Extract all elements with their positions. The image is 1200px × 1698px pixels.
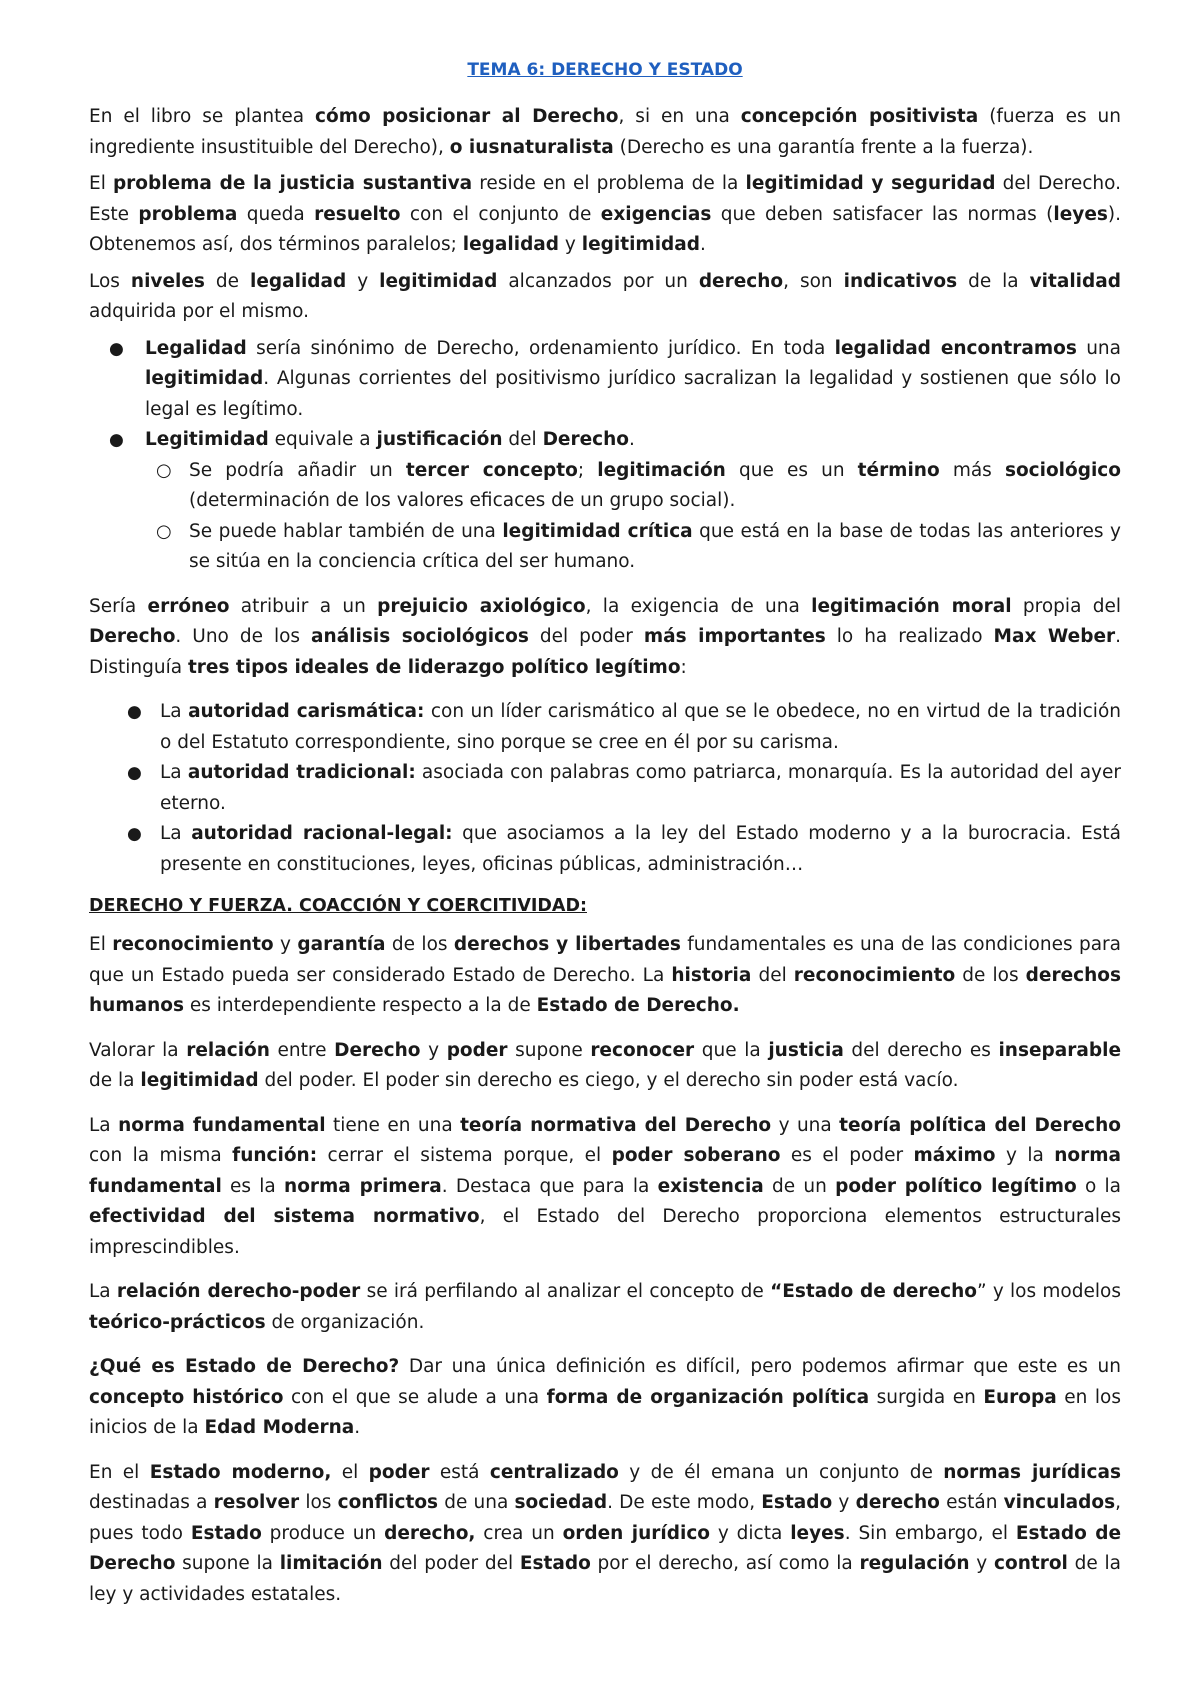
bold-text: Estado moderno, [149,1461,332,1483]
text-run: y la [995,1145,1055,1166]
text-run: ” y los modelos [976,1281,1121,1302]
bold-text: Estado [519,1553,591,1574]
text-run: cerrar el sistema porque, el [317,1145,612,1166]
legitimidad-sublist [145,456,1121,578]
bold-text: centralizado [489,1461,619,1483]
bold-text: norma fundamental [89,1145,1121,1197]
bold-text: Estado de Derecho [89,1522,1121,1574]
paragraph-justicia [89,169,1121,261]
bold-text: erróneo [147,595,230,617]
text-run: Se puede hablar también de una [189,520,503,542]
text-run: Sería [89,595,148,617]
text-run: y una [771,1114,840,1136]
bold-text: limitación [279,1553,383,1574]
text-run: , son [783,270,844,292]
bold-text: legitimidad [581,234,701,255]
text-run: o la [1076,1175,1122,1197]
text-run: La [89,1114,119,1136]
text-run: tiene en una [325,1114,461,1136]
text-run: . Sin embargo, el [844,1522,1016,1544]
text-run: Se podría añadir un [189,459,406,481]
text-run: del [751,964,794,986]
bold-text: Max Weber [993,626,1116,647]
text-run: , pues todo [89,1492,1121,1544]
bold-text: derecho [855,1492,940,1513]
text-run: de una [438,1492,515,1513]
text-run: de un [763,1175,836,1197]
bold-text: justicia [768,1039,844,1061]
text-run: de los [385,934,454,955]
text-run: y dicta [710,1522,791,1544]
text-run: Los [89,270,131,292]
text-run: con un líder carismático al que se le obedece, no en virtud de la tradición o del Estatuto correspondiente, sino porque se cree en él por su carisma. [160,701,1121,753]
bold-text: reconocimiento [112,934,274,955]
document-title: TEMA 6: DERECHO Y ESTADO [467,60,743,80]
text-run: del poder del [382,1553,520,1574]
bold-text: Legalidad [145,337,247,359]
text-run: adquirida por el mismo. [89,301,310,322]
text-run: que está en la base de todas las anteriores y se sitúa en la conciencia crítica del ser humano. [189,520,1121,572]
bold-text: Europa [983,1386,1057,1408]
bold-text: legitimidad [145,368,264,389]
bold-text: legitimidad crítica [502,520,693,542]
bold-text: poder [446,1039,508,1061]
text-run: una [1076,337,1121,359]
text-run: que asociamos a la ley del Estado moderno y a la burocracia. Está presente en constituciones, leyes, oficinas públicas, administración… [160,823,1121,875]
bold-text: orden jurídico [562,1522,711,1544]
text-run: y [346,270,380,292]
text-run: entre [269,1039,335,1061]
bold-text: conflictos [337,1492,439,1513]
text-run: surgida en [869,1386,984,1408]
paragraph-reconocimiento [89,930,1121,1022]
text-run: . [629,429,635,450]
text-run: y [273,934,298,955]
bold-text: norma primera [284,1175,442,1197]
text-run: queda [237,203,315,225]
text-run: El [89,934,113,955]
bold-text: vinculados [1003,1492,1116,1513]
bold-text: reconocimiento [793,964,956,986]
bold-text: sociológico [1004,459,1121,481]
text-run: del derecho es [843,1039,999,1061]
bold-text: legitimación moral [811,595,1012,617]
bold-text: relación [186,1039,270,1061]
bold-text: historia [671,964,752,986]
text-run: y de él emana un conjunto de [618,1461,944,1483]
bold-text: tres tipos ideales de liderazgo político legítimo [187,656,681,678]
text-run: El [89,173,113,194]
bold-text: reconocer [590,1039,695,1061]
text-run: , el Estado del Derecho proporciona elementos estructurales imprescindibles. [89,1206,1121,1258]
text-run: (fuerza es un ingrediente insustituible del Derecho), [89,106,1121,158]
text-run: (Derecho es una garantía frente a la fuerza). [613,136,1034,158]
bold-text: exigencias [600,203,712,225]
bold-text: problema de la justicia sustantiva [112,173,473,194]
bold-text: legalidad [462,234,560,255]
text-run: y [832,1492,856,1513]
text-run: . Uno de los [175,626,312,647]
text-run: de la [89,1070,141,1091]
document-page [89,60,1121,1616]
text-run: alcanzados por un [497,270,699,292]
bold-text: poder [368,1461,430,1483]
bold-text: concepción positivista [740,106,979,127]
paragraph-estado-moderno [89,1458,1121,1611]
text-run: La [89,1281,117,1302]
bold-text: legitimación [597,459,726,481]
text-run: del [502,429,543,450]
paragraph-relacion [89,1277,1121,1338]
bold-text: “Estado de derecho [770,1281,977,1302]
bold-text: Derecho [542,429,629,450]
bold-text: resuelto [314,203,401,225]
text-run: del poder. El poder sin derecho es ciego, y el derecho sin poder está vacío. [258,1070,959,1091]
text-run: más [939,459,1005,481]
bold-text: regulación [859,1553,970,1574]
text-run: del Derecho. Este [89,173,1121,225]
text-run: destinadas a [89,1492,214,1513]
bold-text: poder político legítimo [835,1175,1077,1197]
text-run: La [160,823,192,844]
bold-text: tercer concepto [405,459,578,481]
text-run: es el poder [780,1145,914,1166]
text-run: que la [694,1039,769,1061]
list-item-legalidad [145,334,1121,426]
text-run: atribuir a un [229,595,378,617]
bold-text: autoridad tradicional: [187,762,416,783]
text-run: supone [507,1039,591,1061]
bold-text: término [857,459,940,481]
bold-text: autoridad racional-legal: [191,823,453,844]
text-run: En el [89,1461,150,1483]
bold-text: derechos humanos [89,964,1121,1016]
bold-text: justificación [376,429,503,450]
bold-text: función: [232,1145,318,1166]
text-run: con la misma [89,1145,233,1166]
text-run: está [429,1461,490,1483]
bold-text: ¿Qué es Estado de Derecho? [89,1356,400,1377]
sublist-item-legitimidad-critica [189,517,1121,578]
list-item-autoridad-tradicional [160,758,1121,819]
text-run: con el que se alude a una [283,1386,547,1408]
bold-text: inseparable [998,1039,1121,1061]
text-run: . De este modo, [607,1492,762,1513]
weber-authority-list [89,697,1121,880]
text-run: . Destaca que para la [441,1175,658,1197]
text-run: lo ha realizado [825,626,994,647]
text-run: los [299,1492,338,1513]
text-run: de [204,270,250,292]
paragraph-weber [89,592,1121,684]
text-run: propia del [1011,595,1121,617]
list-item-legitimidad-text [145,429,635,450]
text-run: y [559,234,582,255]
bold-text: teoría normativa del Derecho [460,1114,772,1136]
paragraph-norma-fundamental [89,1111,1121,1264]
text-run: ). Obtenemos así, dos términos paralelos; [89,203,1122,255]
bold-text: sociedad [514,1492,608,1513]
paragraph-que-es-estado [89,1352,1121,1444]
bold-text: efectividad del sistema normativo [89,1206,480,1227]
text-run: crea un [475,1522,563,1544]
text-run: (determinación de los valores eficaces de un grupo social). [189,490,736,511]
text-run: de organización. [265,1311,425,1333]
text-run: , si en una [618,106,741,127]
text-run: que es un [725,459,858,481]
text-run: , la exigencia de una [585,595,812,617]
text-run: produce un [261,1522,385,1544]
bold-text: leyes [790,1522,845,1544]
bold-text: legalidad [249,270,347,292]
bold-text: forma de organización política [546,1386,870,1408]
bold-text: poder soberano [611,1145,781,1166]
bold-text: control [994,1553,1068,1574]
bold-text: Derecho [334,1039,421,1061]
bold-text: Estado de Derecho. [536,995,740,1016]
text-run: supone la [175,1553,280,1574]
bold-text: derecho, [384,1522,476,1544]
bold-text: teórico-prácticos [89,1311,266,1333]
text-run: por el derecho, así como la [590,1553,860,1574]
text-run: La [160,762,188,783]
bold-text: garantía [297,934,386,955]
bold-text: máximo [913,1145,996,1166]
list-item-autoridad-racional-legal [160,819,1121,880]
bold-text: existencia [657,1175,764,1197]
paragraph-intro [89,102,1121,163]
bold-text: derecho [698,270,784,292]
text-run: : [680,656,687,678]
text-run: fundamentales es una de las condiciones para que un Estado pueda ser considerado Estado de Derecho. La [89,934,1121,986]
text-run: La [160,701,189,722]
bold-text: indicativos [843,270,958,292]
text-run: ; [577,459,598,481]
bold-text: autoridad carismática: [188,701,425,722]
bold-text: legitimidad [379,270,498,292]
bold-text: resolver [213,1492,300,1513]
text-run: con el conjunto de [400,203,601,225]
bold-text: teoría política del Derecho [839,1114,1121,1136]
text-run: y [420,1039,447,1061]
text-run: del poder [528,626,644,647]
paragraph-derecho-poder [89,1036,1121,1097]
bold-text: leyes [1053,203,1108,225]
text-run: se irá perfilando al analizar el concepto de [360,1281,771,1302]
text-run: están [939,1492,1004,1513]
text-run: en los inicios de la [89,1386,1121,1438]
sublist-item-legitimacion [189,456,1121,517]
bold-text: Estado [190,1522,262,1544]
text-run: es interdependiente respecto a la de [184,995,537,1016]
bold-text: análisis sociológicos [311,626,529,647]
text-run: asociada con palabras como patriarca, monarquía. Es la autoridad del ayer eterno. [160,762,1121,814]
bold-text: legalidad encontramos [834,337,1077,359]
text-run: el [331,1461,369,1483]
text-run: y [969,1553,995,1574]
list-item-autoridad-carismatica [160,697,1121,758]
text-run: . Algunas corrientes del positivismo jurídico sacralizan la legalidad y sostienen que sólo lo legal es legítimo. [145,368,1121,420]
bold-text: relación derecho-poder [116,1281,361,1302]
bold-text: más importantes [643,626,826,647]
bold-text: Estado [761,1492,833,1513]
bold-text: Derecho [89,626,176,647]
text-run: de la [957,270,1030,292]
bold-text: normas jurídicas [943,1461,1121,1483]
text-run: equivale a [268,429,377,450]
bold-text: Edad Moderna [204,1417,355,1438]
text-run: . [354,1417,361,1438]
text-run: sería sinónimo de Derecho, ordenamiento jurídico. En toda [246,337,835,359]
bold-text: norma fundamental [118,1114,326,1136]
bold-text: derechos y libertades [453,934,681,955]
bold-text: Legitimidad [145,429,269,450]
text-run: Dar una única definición es difícil, pero podemos afirmar que este es un [399,1356,1121,1377]
text-run: . [700,234,706,255]
bold-text: cómo posicionar al Derecho [315,106,619,127]
text-run: de los [955,964,1026,986]
bold-text: prejuicio axiológico [377,595,586,617]
bold-text: o iusnaturalista [449,136,614,158]
text-run: En el libro se plantea [89,106,316,127]
bold-text: niveles [130,270,205,292]
section-heading: DERECHO Y FUERZA. COACCIÓN Y COERCITIVIDAD: [89,896,587,916]
list-item-legitimidad [145,425,1121,578]
text-run: es la [221,1175,285,1197]
text-run: que deben satisfacer las normas ( [711,203,1054,225]
bold-text: concepto histórico [89,1386,284,1408]
bold-text: legitimidad [140,1070,259,1091]
text-run: . Distinguía [89,626,1122,678]
bold-text: legitimidad y seguridad [745,173,996,194]
text-run: reside en el problema de la [472,173,746,194]
text-run: Valorar la [89,1039,187,1061]
paragraph-niveles [89,267,1121,328]
legalidad-legitimidad-list [89,334,1121,578]
bold-text: problema [138,203,238,225]
bold-text: vitalidad [1029,270,1121,292]
text-run: de la ley y actividades estatales. [89,1553,1121,1605]
